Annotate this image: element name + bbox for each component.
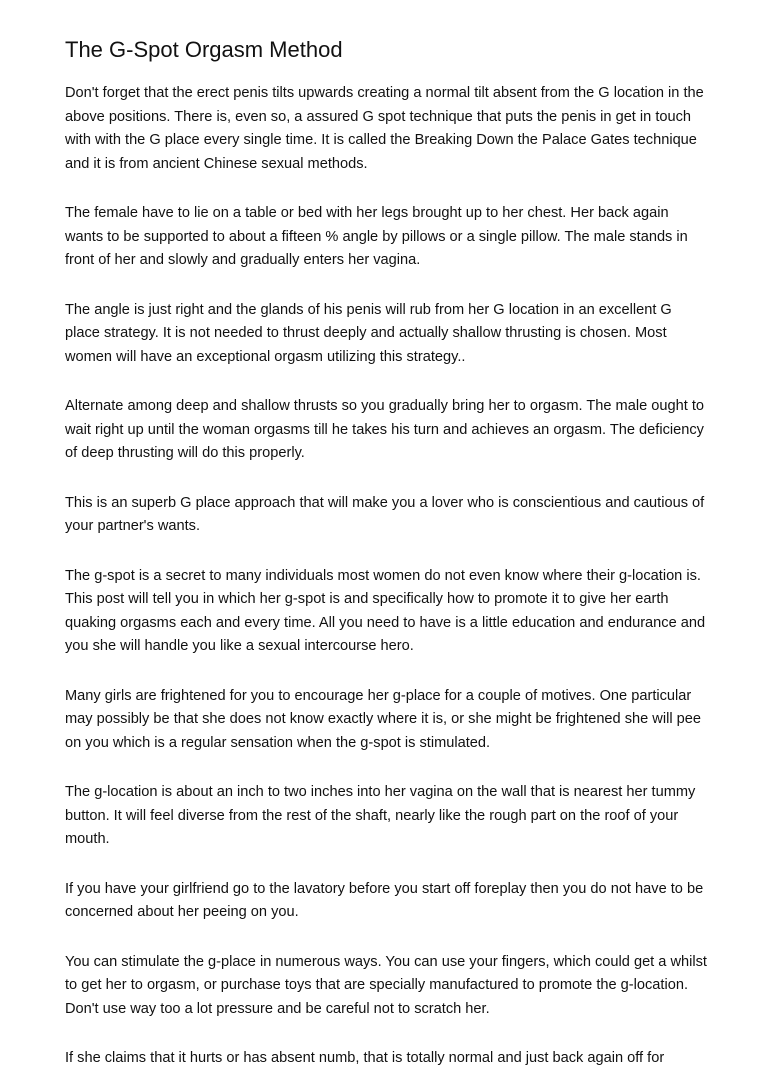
page-title: The G-Spot Orgasm Method: [65, 37, 343, 62]
paragraph: You can stimulate the g-place in numerous ways. You can use your fingers, which could get a whilst to get her to orgasm, or purchase toys that are specially manufactured to promote the g-location. Don't use way too a lot pressure and be careful not to scratch her.: [65, 953, 707, 1017]
paragraph: The g-location is about an inch to two inches into her vagina on the wall that is nearest her tummy button. It will feel diverse from the rest of the shaft, nearly like the rough part on the roof of your mouth.: [65, 784, 696, 847]
paragraph: Many girls are frightened for you to encourage her g-place for a couple of motives. One particular may possibly be that she does not know exactly where it is, or she might be frightened she will pee on you which is a regular sensation when the g-spot is stimulated.: [65, 687, 701, 751]
paragraph: Don't forget that the erect penis tilts upwards creating a normal tilt absent from the G location in the above positions. There is, even so, a assured G spot technique that puts the penis in get in touch with with the G place every single time. It is called the Breaking Down the Palace Gates technique and it is from ancient Chinese sexual methods.: [65, 85, 704, 172]
paragraph: Alternate among deep and shallow thrusts so you gradually bring her to orgasm. The male ought to wait right up until the woman orgasms till he takes his turn and achieves an orgasm. The deficiency of deep thrusting will do this properly.: [65, 398, 704, 461]
paragraph: The angle is just right and the glands of his penis will rub from her G location in an excellent G place strategy. It is not needed to thrust deeply and actually shallow thrusting is chosen. Most women will have an exceptional orgasm utilizing this strategy..: [65, 301, 672, 365]
paragraph: If you have your girlfriend go to the lavatory before you start off foreplay then you do not have to be concerned about her peeing on you.: [65, 880, 704, 920]
paragraph: The g-spot is a secret to many individuals most women do not even know where their g-location is. This post will tell you in which her g-spot is and specifically how to promote it to give her earth quaking orgasms each and every time. All you need to have is a little education and endurance and you she will handle you like a sexual intercourse hero.: [65, 567, 706, 654]
paragraph: This is an superb G place approach that will make you a lover who is conscientious and cautious of your partner's wants.: [65, 494, 705, 534]
paragraph: If she claims that it hurts or has absent numb, that is totally normal and just back again off for: [65, 1050, 665, 1066]
paragraph: The female have to lie on a table or bed with her legs brought up to her chest. Her back again wants to be supported to about a fifteen % angle by pillows or a single pillow. The male stands in front of her and slowly and gradually enters her vagina.: [65, 205, 688, 268]
